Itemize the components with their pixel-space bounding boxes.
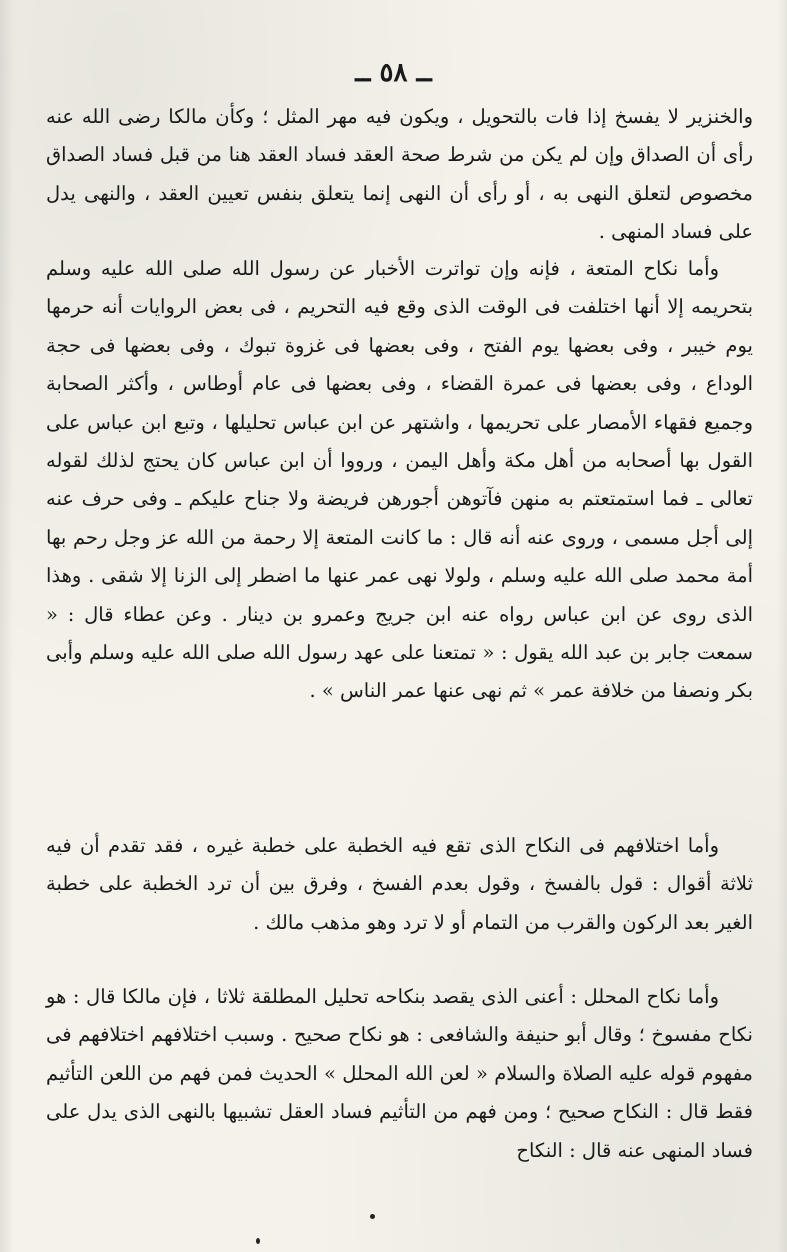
- page-edge-shadow-left: [0, 0, 14, 1252]
- paragraph-continuation: [46, 98, 753, 252]
- page-number: ــ ٥٨ ــ: [355, 58, 432, 88]
- paragraph-text: وأما نكاح المحلل : أعنى الذى يقصد بنكاحه تحليل المطلقة ثلاثا ، فإن مالكا قال : هو نكاح مفسوخ ؛ وقال أبو حنيفة والشافعى : هو نكاح صحيح . وسبب اختلافهم اختلافهم فى مفهوم قوله عليه الصلاة والسلام « لعن الله المحلل » الحديث فمن فهم من اللعن التأثيم فقط قال : النكاح صحيح ؛ ومن فهم من التأثيم فساد العقل تشبيها بالنهى الذى يدل على فساد المنهى عنه قال : النكاح: [46, 985, 753, 1162]
- paragraph-proposal-marriage: [46, 827, 753, 942]
- ink-speck: [256, 1238, 260, 1244]
- paragraph-text: والخنزير لا يفسخ إذا فات بالتحويل ، ويكون فيه مهر المثل ؛ وكأن مالكا رضى الله عنه رأى أن الصداق وإن لم يكن من شرط صحة العقد فساد العقد هنا من قبل فساد الصداق مخصوص لتعلق النهى به ، أو رأى أن النهى إنما يتعلق بنفس تعيين العقد ، والنهى يدل على فساد المنهى .: [46, 105, 753, 244]
- paragraph-muhallil-marriage: [46, 978, 753, 1170]
- paragraph-text: وأما نكاح المتعة ، فإنه وإن تواترت الأخبار عن رسول الله صلى الله عليه وسلم بتحريمه إلا أنها اختلفت فى الوقت الذى وقع فيه التحريم ، فى بعض الروايات أنه حرمها يوم خيبر ، وفى بعضها يوم الفتح ، وفى بعضها فى غزوة تبوك ، وفى بعضها فى حجة الوداع ، وفى بعضها فى عمرة القضاء ، وفى بعضها فى عام أوطاس ، وأكثر الصحابة وجميع فقهاء الأمصار على تحريمها ، واشتهر عن ابن عباس تحليلها ، وتبع ابن عباس على القول بها أصحابه من أهل مكة وأهل اليمن ، ورووا أن ابن عباس كان يحتج لذلك لقوله تعالى ـ فما استمتعتم به منهن فآتوهن أجورهن فريضة ولا جناح عليكم ـ وفى حرف عنه إلى أجل مسمى ، وروى عنه أنه قال : ما كانت المتعة إلا رحمة من الله عز وجل رحم بها أمة محمد صلى الله عليه وسلم ، ولولا نهى عمر عنها ما اضطر إلى الزنا إلا شقى . وهذا الذى روى عن ابن عباس رواه عنه ابن جريج وعمرو بن دينار . وعن عطاء قال : « سمعت جابر بن عبد الله يقول : « تمتعنا على عهد رسول الله صلى الله عليه وسلم وأبى بكر ونصفا من خلافة عمر » ثم نهى عنها عمر الناس » .: [46, 257, 753, 703]
- page-edge-shadow-right: [777, 0, 787, 1252]
- paragraph-mutah-marriage: [46, 250, 753, 711]
- ink-speck: [370, 1214, 375, 1219]
- paragraph-text: وأما اختلافهم فى النكاح الذى تقع فيه الخطبة على خطبة غيره ، فقد تقدم أن فيه ثلاثة أقوال : قول بالفسخ ، وقول بعدم الفسخ ، وفرق بين أن ترد الخطبة على خطبة الغير بعد الركون والقرب من التمام أو لا ترد وهو مذهب مالك .: [46, 834, 753, 934]
